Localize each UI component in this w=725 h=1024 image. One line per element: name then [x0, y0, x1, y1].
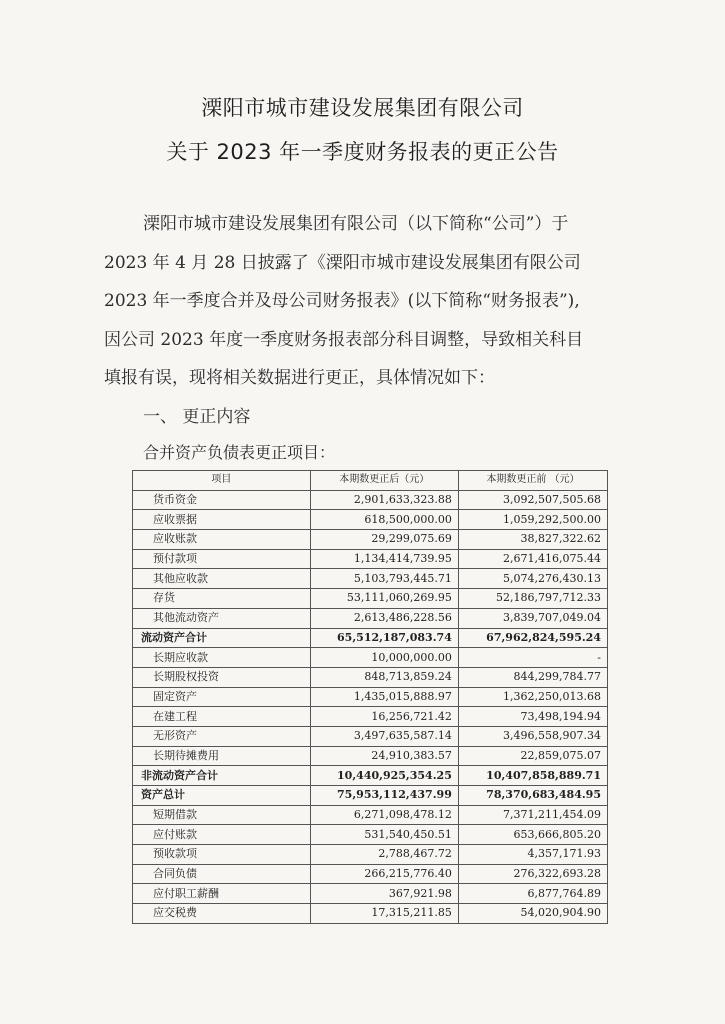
table-row	[133, 766, 608, 786]
row-label: 其他应收款	[133, 569, 311, 589]
value-before: 73,498,194.94	[458, 707, 607, 727]
value-before: 1,362,250,013.68	[458, 687, 607, 707]
table-row	[133, 746, 608, 766]
value-before: 2,671,416,075.44	[458, 549, 607, 569]
table-row	[133, 628, 608, 648]
value-after: 29,299,075.69	[310, 530, 458, 550]
row-label: 短期借款	[133, 805, 311, 825]
table-row	[133, 707, 608, 727]
value-after: 75,953,112,437.99	[310, 786, 458, 806]
row-label: 合同负债	[133, 864, 311, 884]
value-after: 10,000,000.00	[310, 648, 458, 668]
value-after: 618,500,000.00	[310, 510, 458, 530]
value-after: 2,901,633,323.88	[310, 490, 458, 510]
value-before: 1,059,292,500.00	[458, 510, 607, 530]
table-row	[133, 510, 608, 530]
table-row	[133, 825, 608, 845]
document-subtitle: 关于 2023 年一季度财务报表的更正公告	[166, 140, 559, 164]
value-after: 3,497,635,587.14	[310, 726, 458, 746]
section-heading: 一、 更正内容	[143, 407, 251, 427]
header-item: 项目	[133, 471, 311, 491]
table-row	[133, 726, 608, 746]
value-after: 6,271,098,478.12	[310, 805, 458, 825]
value-before: 3,839,707,049.04	[458, 608, 607, 628]
table-row	[133, 786, 608, 806]
table-body	[133, 490, 608, 923]
header-before: 本期数更正前 （元）	[458, 471, 607, 491]
value-before: 653,666,805.20	[458, 825, 607, 845]
table-header-row	[133, 471, 608, 491]
row-label: 在建工程	[133, 707, 311, 727]
value-before: 22,859,075.07	[458, 746, 607, 766]
value-before: 67,962,824,595.24	[458, 628, 607, 648]
table-caption: 合并资产负债表更正项目：	[143, 443, 336, 462]
table-row	[133, 904, 608, 924]
row-label: 预付款项	[133, 549, 311, 569]
table-row	[133, 569, 608, 589]
value-before: 54,020,904.90	[458, 904, 607, 924]
row-label: 货币资金	[133, 490, 311, 510]
document-title: 溧阳市城市建设发展集团有限公司	[201, 96, 524, 120]
value-before: 38,827,322.62	[458, 530, 607, 550]
row-label: 长期股权投资	[133, 667, 311, 687]
value-before: 4,357,171.93	[458, 845, 607, 865]
row-label: 应付账款	[133, 825, 311, 845]
value-before: 7,371,211,454.09	[458, 805, 607, 825]
value-before: 3,496,558,907.34	[458, 726, 607, 746]
value-before: 52,186,797,712.33	[458, 589, 607, 609]
table-row	[133, 648, 608, 668]
paragraph-line: 2023 年 4 月 28 日披露了《溧阳市城市建设发展集团有限公司	[104, 252, 581, 273]
value-after: 16,256,721.42	[310, 707, 458, 727]
value-before: 276,322,693.28	[458, 864, 607, 884]
table-row	[133, 845, 608, 865]
paragraph-line: 因公司 2023 年度一季度财务报表部分科目调整，导致相关科目	[104, 329, 584, 350]
value-after: 53,111,060,269.95	[310, 589, 458, 609]
row-label: 流动资产合计	[133, 628, 311, 648]
row-label: 应交税费	[133, 904, 311, 924]
value-before: 78,370,683,484.95	[458, 786, 607, 806]
intro-paragraph	[104, 205, 624, 398]
row-label: 其他流动资产	[133, 608, 311, 628]
value-after: 266,215,776.40	[310, 864, 458, 884]
value-after: 24,910,383.57	[310, 746, 458, 766]
paragraph-line: 2023 年一季度合并及母公司财务报表》(以下简称“财务报表”),	[104, 291, 580, 311]
table-row	[133, 490, 608, 510]
value-after: 17,315,211.85	[310, 904, 458, 924]
table-row	[133, 687, 608, 707]
table-row	[133, 864, 608, 884]
table-row	[133, 667, 608, 687]
value-after: 848,713,859.24	[310, 667, 458, 687]
row-label: 应付职工薪酬	[133, 884, 311, 904]
value-after: 5,103,793,445.71	[310, 569, 458, 589]
value-after: 10,440,925,354.25	[310, 766, 458, 786]
table-row	[133, 608, 608, 628]
paragraph-line: 溧阳市城市建设发展集团有限公司（以下简称“公司”）于	[143, 214, 569, 234]
row-label: 固定资产	[133, 687, 311, 707]
row-label: 预收款项	[133, 845, 311, 865]
value-after: 531,540,450.51	[310, 825, 458, 845]
table-row	[133, 589, 608, 609]
value-before: 844,299,784.77	[458, 667, 607, 687]
value-after: 367,921.98	[310, 884, 458, 904]
row-label: 长期待摊费用	[133, 746, 311, 766]
value-after: 2,788,467.72	[310, 845, 458, 865]
row-label: 应收票据	[133, 510, 311, 530]
row-label: 非流动资产合计	[133, 766, 311, 786]
value-before: 10,407,858,889.71	[458, 766, 607, 786]
row-label: 长期应收款	[133, 648, 311, 668]
value-after: 2,613,486,228.56	[310, 608, 458, 628]
value-before: -	[458, 648, 607, 668]
value-after: 1,435,015,888.97	[310, 687, 458, 707]
table-row	[133, 805, 608, 825]
row-label: 无形资产	[133, 726, 311, 746]
paragraph-line: 填报有误，现将相关数据进行更正，具体情况如下：	[104, 368, 495, 388]
table-row	[133, 549, 608, 569]
table-row	[133, 884, 608, 904]
value-after: 1,134,414,739.95	[310, 549, 458, 569]
row-label: 应收账款	[133, 530, 311, 550]
value-before: 3,092,507,505.68	[458, 490, 607, 510]
value-before: 6,877,764.89	[458, 884, 607, 904]
row-label: 资产总计	[133, 786, 311, 806]
row-label: 存货	[133, 589, 311, 609]
balance-sheet-correction-table	[132, 470, 608, 924]
header-after: 本期数更正后（元）	[310, 471, 458, 491]
value-before: 5,074,276,430.13	[458, 569, 607, 589]
value-after: 65,512,187,083.74	[310, 628, 458, 648]
table-row	[133, 530, 608, 550]
